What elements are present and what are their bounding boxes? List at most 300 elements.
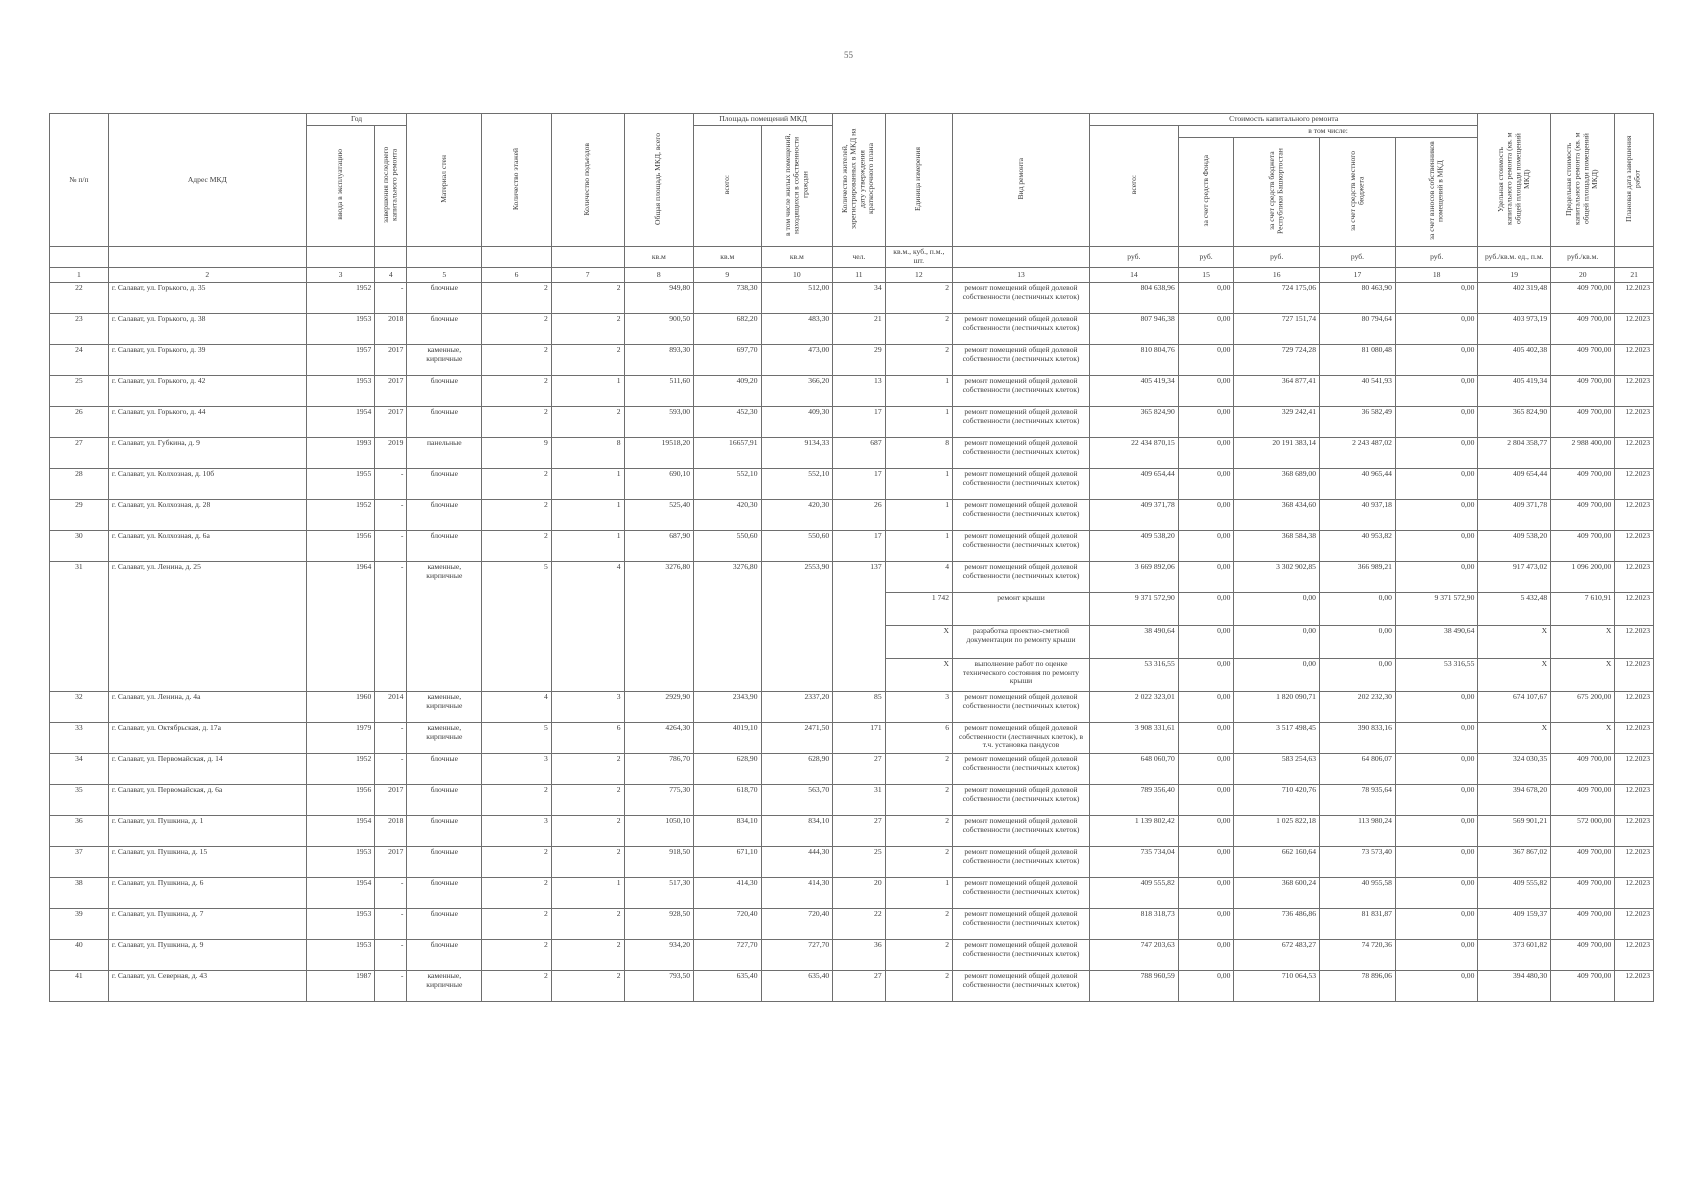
cost-fund: 0,00	[1178, 908, 1234, 939]
entrances: 2	[551, 282, 624, 313]
header-year-repair: завершения последнего капитального ремонта	[375, 126, 407, 247]
cost-owners: 0,00	[1395, 530, 1477, 561]
work-type: ремонт крыши	[953, 592, 1090, 625]
area-private: 2553,90	[761, 561, 833, 691]
cost-total: 409 555,82	[1089, 877, 1178, 908]
header-unit: Единица измерения	[885, 114, 952, 247]
unit-cell-6	[482, 247, 552, 267]
area-private: 9134,33	[761, 437, 833, 468]
limit-cost: 409 700,00	[1551, 970, 1615, 1001]
work-type: ремонт помещений общей долевой собственности (лестничных клеток)	[953, 530, 1090, 561]
cost-local: 80 463,90	[1319, 282, 1395, 313]
area-private: 727,70	[761, 939, 833, 970]
unit-cell-15: руб.	[1178, 247, 1234, 267]
column-number-7: 7	[551, 267, 624, 282]
entrances: 2	[551, 815, 624, 846]
cost-fund: 0,00	[1178, 722, 1234, 753]
area-all: 2343,90	[694, 691, 761, 722]
column-number-3: 3	[306, 267, 374, 282]
unit-cell-11: чел.	[833, 247, 885, 267]
area-private: 473,00	[761, 344, 833, 375]
cost-fund: 0,00	[1178, 282, 1234, 313]
capital-repair-table-wrapper	[49, 113, 1654, 1002]
address: г. Салават, ул. Пушкина, д. 6	[108, 877, 306, 908]
header-limit-cost: Предельная стоимость капитального ремонта (кв. м общей площади помещений МКД)	[1551, 114, 1615, 247]
column-numbers-row	[50, 267, 1654, 282]
address: г. Салават, ул. Пушкина, д. 1	[108, 815, 306, 846]
year-repair: -	[375, 561, 407, 691]
cost-owners: 0,00	[1395, 561, 1477, 592]
year-repair: 2018	[375, 313, 407, 344]
area-private: 563,70	[761, 784, 833, 815]
address: г. Салават, ул. Горького, д. 39	[108, 344, 306, 375]
residents: 687	[833, 437, 885, 468]
cost-total: 9 371 572,90	[1089, 592, 1178, 625]
floors: 2	[482, 375, 552, 406]
total-area: 690,10	[624, 468, 694, 499]
work-type: ремонт помещений общей долевой собственности (лестничных клеток)	[953, 313, 1090, 344]
address: г. Салават, ул. Пушкина, д. 7	[108, 908, 306, 939]
address: г. Салават, ул. Колхозная, д. 10б	[108, 468, 306, 499]
table-row	[50, 970, 1654, 1001]
unit-cell-2	[108, 247, 306, 267]
table-row	[50, 691, 1654, 722]
cost-fund: 0,00	[1178, 592, 1234, 625]
header-deadline: Плановая дата завершения работ	[1615, 114, 1654, 247]
capital-repair-table	[49, 113, 1654, 1002]
residents: 31	[833, 784, 885, 815]
row-number: 30	[50, 530, 109, 561]
row-number: 27	[50, 437, 109, 468]
residents: 26	[833, 499, 885, 530]
floors: 2	[482, 499, 552, 530]
header-area-private: в том числе жилых помещений, находящихся в собственности граждан	[761, 126, 833, 247]
total-area: 928,50	[624, 908, 694, 939]
limit-cost: 409 700,00	[1551, 877, 1615, 908]
residents: 25	[833, 846, 885, 877]
cost-total: 409 538,20	[1089, 530, 1178, 561]
area-private: 635,40	[761, 970, 833, 1001]
address: г. Салават, ул. Ленина, д. 4а	[108, 691, 306, 722]
work-type: разработка проектно-сметной документации по ремонту крыши	[953, 625, 1090, 658]
table-row	[50, 375, 1654, 406]
deadline: 12.2023	[1615, 406, 1654, 437]
address: г. Салават, ул. Северная, д. 43	[108, 970, 306, 1001]
year-repair: -	[375, 282, 407, 313]
limit-cost: 409 700,00	[1551, 784, 1615, 815]
area-all: 727,70	[694, 939, 761, 970]
cost-fund: 0,00	[1178, 406, 1234, 437]
year-built: 1953	[306, 313, 374, 344]
address: г. Салават, ул. Горького, д. 35	[108, 282, 306, 313]
cost-fund: 0,00	[1178, 784, 1234, 815]
floors: 2	[482, 530, 552, 561]
year-built: 1953	[306, 908, 374, 939]
year-built: 1954	[306, 815, 374, 846]
unit: 2	[885, 313, 952, 344]
cost-republic: 672 483,27	[1234, 939, 1320, 970]
deadline: 12.2023	[1615, 437, 1654, 468]
year-repair: 2017	[375, 846, 407, 877]
total-area: 786,70	[624, 753, 694, 784]
cost-fund: 0,00	[1178, 625, 1234, 658]
cost-fund: 0,00	[1178, 877, 1234, 908]
total-area: 511,60	[624, 375, 694, 406]
total-area: 4264,30	[624, 722, 694, 753]
total-area: 1050,10	[624, 815, 694, 846]
table-row	[50, 468, 1654, 499]
table-row	[50, 282, 1654, 313]
deadline: 12.2023	[1615, 282, 1654, 313]
cost-fund: 0,00	[1178, 530, 1234, 561]
cost-total: 3 669 892,06	[1089, 561, 1178, 592]
row-number: 38	[50, 877, 109, 908]
cost-local: 40 541,93	[1319, 375, 1395, 406]
unit-cell-12: кв.м., куб., п.м., шт.	[885, 247, 952, 267]
unit-cell-17: руб.	[1319, 247, 1395, 267]
unit-cost: 394 480,30	[1478, 970, 1551, 1001]
table-row	[50, 784, 1654, 815]
unit-cost: 409 555,82	[1478, 877, 1551, 908]
cost-total: 818 318,73	[1089, 908, 1178, 939]
wall-material: блочные	[407, 468, 482, 499]
area-all: 420,30	[694, 499, 761, 530]
header-residents: Количество жителей, зарегистрированных в МКД на дату утверждения краткосрочного плана	[833, 114, 885, 247]
unit: 2	[885, 344, 952, 375]
row-number: 34	[50, 753, 109, 784]
column-number-15: 15	[1178, 267, 1234, 282]
year-repair: 2018	[375, 815, 407, 846]
cost-fund: 0,00	[1178, 691, 1234, 722]
limit-cost: X	[1551, 625, 1615, 658]
table-row	[50, 437, 1654, 468]
cost-owners: 0,00	[1395, 815, 1477, 846]
row-number: 24	[50, 344, 109, 375]
wall-material: каменные, кирпичные	[407, 344, 482, 375]
wall-material: блочные	[407, 282, 482, 313]
area-all: 628,90	[694, 753, 761, 784]
cost-owners: 0,00	[1395, 468, 1477, 499]
year-repair: 2017	[375, 406, 407, 437]
unit: 1 742	[885, 592, 952, 625]
column-number-5: 5	[407, 267, 482, 282]
cost-fund: 0,00	[1178, 939, 1234, 970]
work-type: ремонт помещений общей долевой собственности (лестничных клеток), в т.ч. установка пандусов	[953, 722, 1090, 753]
deadline: 12.2023	[1615, 561, 1654, 592]
deadline: 12.2023	[1615, 939, 1654, 970]
residents: 20	[833, 877, 885, 908]
residents: 27	[833, 753, 885, 784]
area-all: 834,10	[694, 815, 761, 846]
entrances: 1	[551, 530, 624, 561]
deadline: 12.2023	[1615, 313, 1654, 344]
row-number: 40	[50, 939, 109, 970]
cost-total: 3 908 331,61	[1089, 722, 1178, 753]
cost-local: 2 243 487,02	[1319, 437, 1395, 468]
address: г. Салават, ул. Первомайская, д. 14	[108, 753, 306, 784]
wall-material: каменные, кирпичные	[407, 691, 482, 722]
row-number: 25	[50, 375, 109, 406]
area-all: 550,60	[694, 530, 761, 561]
address: г. Салават, ул. Губкина, д. 9	[108, 437, 306, 468]
work-type: ремонт помещений общей долевой собственности (лестничных клеток)	[953, 468, 1090, 499]
cost-total: 22 434 870,15	[1089, 437, 1178, 468]
work-type: ремонт помещений общей долевой собственности (лестничных клеток)	[953, 908, 1090, 939]
deadline: 12.2023	[1615, 530, 1654, 561]
unit-cost: 409 371,78	[1478, 499, 1551, 530]
wall-material: блочные	[407, 939, 482, 970]
limit-cost: X	[1551, 722, 1615, 753]
unit-cost: 409 654,44	[1478, 468, 1551, 499]
work-type: ремонт помещений общей долевой собственности (лестничных клеток)	[953, 437, 1090, 468]
cost-owners: 0,00	[1395, 784, 1477, 815]
header-floors: Количество этажей	[482, 114, 552, 247]
year-built: 1956	[306, 530, 374, 561]
header-no: № п/п	[50, 114, 109, 247]
column-number-16: 16	[1234, 267, 1320, 282]
total-area: 3276,80	[624, 561, 694, 691]
work-type: ремонт помещений общей долевой собственности (лестничных клеток)	[953, 406, 1090, 437]
unit: 2	[885, 282, 952, 313]
total-area: 525,40	[624, 499, 694, 530]
unit-cell-4	[375, 247, 407, 267]
work-type: ремонт помещений общей долевой собственности (лестничных клеток)	[953, 815, 1090, 846]
limit-cost: 409 700,00	[1551, 530, 1615, 561]
cost-republic: 368 434,60	[1234, 499, 1320, 530]
entrances: 2	[551, 846, 624, 877]
limit-cost: X	[1551, 658, 1615, 691]
floors: 2	[482, 344, 552, 375]
unit-cell-7	[551, 247, 624, 267]
unit-cost: 674 107,67	[1478, 691, 1551, 722]
deadline: 12.2023	[1615, 691, 1654, 722]
unit: X	[885, 658, 952, 691]
residents: 27	[833, 970, 885, 1001]
header-unit-cost: Удельная стоимость капитального ремонта (кв. м общей площади помещений МКД)	[1478, 114, 1551, 247]
floors: 2	[482, 313, 552, 344]
area-private: 483,30	[761, 313, 833, 344]
cost-local: 74 720,36	[1319, 939, 1395, 970]
row-number: 31	[50, 561, 109, 691]
area-all: 409,20	[694, 375, 761, 406]
floors: 2	[482, 846, 552, 877]
row-number: 33	[50, 722, 109, 753]
unit-cost: X	[1478, 625, 1551, 658]
table-row	[50, 846, 1654, 877]
unit-cost: X	[1478, 658, 1551, 691]
unit-cell-18: руб.	[1395, 247, 1477, 267]
cost-owners: 0,00	[1395, 313, 1477, 344]
unit-cell-16: руб.	[1234, 247, 1320, 267]
year-built: 1954	[306, 877, 374, 908]
year-built: 1957	[306, 344, 374, 375]
year-built: 1987	[306, 970, 374, 1001]
header-area-all: всего:	[694, 126, 761, 247]
entrances: 6	[551, 722, 624, 753]
work-type: ремонт помещений общей долевой собственности (лестничных клеток)	[953, 282, 1090, 313]
cost-fund: 0,00	[1178, 561, 1234, 592]
cost-local: 40 953,82	[1319, 530, 1395, 561]
header-work: Вид ремонта	[953, 114, 1090, 247]
residents: 17	[833, 406, 885, 437]
header-cost-owners: за счет взносов собственников помещений в МКД	[1395, 137, 1477, 247]
deadline: 12.2023	[1615, 970, 1654, 1001]
cost-fund: 0,00	[1178, 375, 1234, 406]
unit: 2	[885, 784, 952, 815]
unit-cost: 5 432,48	[1478, 592, 1551, 625]
unit: 1	[885, 530, 952, 561]
table-row	[50, 877, 1654, 908]
cost-republic: 364 877,41	[1234, 375, 1320, 406]
area-private: 512,00	[761, 282, 833, 313]
table-row	[50, 753, 1654, 784]
unit-cell-3	[306, 247, 374, 267]
total-area: 517,30	[624, 877, 694, 908]
cost-owners: 0,00	[1395, 753, 1477, 784]
residents: 171	[833, 722, 885, 753]
limit-cost: 409 700,00	[1551, 344, 1615, 375]
cost-republic: 1 820 090,71	[1234, 691, 1320, 722]
wall-material: блочные	[407, 530, 482, 561]
cost-total: 409 371,78	[1089, 499, 1178, 530]
limit-cost: 1 096 200,00	[1551, 561, 1615, 592]
column-number-19: 19	[1478, 267, 1551, 282]
table-row	[50, 561, 1654, 592]
cost-fund: 0,00	[1178, 468, 1234, 499]
cost-local: 80 794,64	[1319, 313, 1395, 344]
cost-republic: 329 242,41	[1234, 406, 1320, 437]
year-built: 1960	[306, 691, 374, 722]
unit: 1	[885, 375, 952, 406]
year-repair: 2017	[375, 344, 407, 375]
unit-cell-13	[953, 247, 1090, 267]
floors: 2	[482, 939, 552, 970]
area-all: 3276,80	[694, 561, 761, 691]
column-number-12: 12	[885, 267, 952, 282]
column-number-13: 13	[953, 267, 1090, 282]
column-number-2: 2	[108, 267, 306, 282]
work-type: ремонт помещений общей долевой собственности (лестничных клеток)	[953, 846, 1090, 877]
cost-republic: 368 600,24	[1234, 877, 1320, 908]
area-private: 552,10	[761, 468, 833, 499]
cost-owners: 0,00	[1395, 499, 1477, 530]
unit: 2	[885, 970, 952, 1001]
address: г. Салават, ул. Горького, д. 42	[108, 375, 306, 406]
wall-material: блочные	[407, 784, 482, 815]
table-row	[50, 815, 1654, 846]
header-entrances: Количество подъездов	[551, 114, 624, 247]
entrances: 8	[551, 437, 624, 468]
header-cost-fund: за счет средств Фонда	[1178, 137, 1234, 247]
deadline: 12.2023	[1615, 877, 1654, 908]
cost-total: 807 946,38	[1089, 313, 1178, 344]
total-area: 793,50	[624, 970, 694, 1001]
floors: 2	[482, 877, 552, 908]
deadline: 12.2023	[1615, 753, 1654, 784]
cost-republic: 0,00	[1234, 658, 1320, 691]
total-area: 900,50	[624, 313, 694, 344]
cost-republic: 710 064,53	[1234, 970, 1320, 1001]
residents: 13	[833, 375, 885, 406]
year-built: 1953	[306, 939, 374, 970]
entrances: 4	[551, 561, 624, 691]
cost-total: 2 022 323,01	[1089, 691, 1178, 722]
cost-fund: 0,00	[1178, 437, 1234, 468]
cost-local: 36 582,49	[1319, 406, 1395, 437]
entrances: 1	[551, 499, 624, 530]
unit-cell-8: кв.м	[624, 247, 694, 267]
table-body	[50, 282, 1654, 1001]
address: г. Салават, ул. Первомайская, д. 6а	[108, 784, 306, 815]
unit: 2	[885, 908, 952, 939]
table-row	[50, 530, 1654, 561]
area-private: 414,30	[761, 877, 833, 908]
cost-republic: 20 191 383,14	[1234, 437, 1320, 468]
unit-cell-10: кв.м	[761, 247, 833, 267]
cost-fund: 0,00	[1178, 344, 1234, 375]
limit-cost: 409 700,00	[1551, 468, 1615, 499]
unit-cost: 409 159,37	[1478, 908, 1551, 939]
header-including: в том числе:	[1178, 126, 1478, 138]
unit: X	[885, 625, 952, 658]
floors: 4	[482, 691, 552, 722]
cost-total: 53 316,55	[1089, 658, 1178, 691]
cost-republic: 368 689,00	[1234, 468, 1320, 499]
row-number: 37	[50, 846, 109, 877]
unit-cost: 373 601,82	[1478, 939, 1551, 970]
cost-owners: 0,00	[1395, 344, 1477, 375]
limit-cost: 7 610,91	[1551, 592, 1615, 625]
cost-owners: 0,00	[1395, 846, 1477, 877]
residents: 17	[833, 530, 885, 561]
deadline: 12.2023	[1615, 499, 1654, 530]
wall-material: каменные, кирпичные	[407, 722, 482, 753]
cost-fund: 0,00	[1178, 970, 1234, 1001]
floors: 5	[482, 722, 552, 753]
wall-material: каменные, кирпичные	[407, 561, 482, 691]
cost-owners: 0,00	[1395, 375, 1477, 406]
year-built: 1952	[306, 282, 374, 313]
column-number-17: 17	[1319, 267, 1395, 282]
row-number: 23	[50, 313, 109, 344]
wall-material: блочные	[407, 406, 482, 437]
work-type: ремонт помещений общей долевой собственности (лестничных клеток)	[953, 561, 1090, 592]
deadline: 12.2023	[1615, 592, 1654, 625]
unit-cost: 367 867,02	[1478, 846, 1551, 877]
limit-cost: 409 700,00	[1551, 846, 1615, 877]
cost-republic: 0,00	[1234, 592, 1320, 625]
unit-cell-20: руб./кв.м.	[1551, 247, 1615, 267]
area-all: 16657,91	[694, 437, 761, 468]
entrances: 2	[551, 939, 624, 970]
work-type: ремонт помещений общей долевой собственности (лестничных клеток)	[953, 877, 1090, 908]
year-repair: -	[375, 970, 407, 1001]
cost-republic: 0,00	[1234, 625, 1320, 658]
limit-cost: 409 700,00	[1551, 753, 1615, 784]
cost-owners: 0,00	[1395, 691, 1477, 722]
column-number-20: 20	[1551, 267, 1615, 282]
work-type: ремонт помещений общей долевой собственности (лестничных клеток)	[953, 970, 1090, 1001]
entrances: 2	[551, 406, 624, 437]
cost-local: 40 955,58	[1319, 877, 1395, 908]
row-number: 29	[50, 499, 109, 530]
area-private: 366,20	[761, 375, 833, 406]
cost-owners: 0,00	[1395, 970, 1477, 1001]
column-number-18: 18	[1395, 267, 1477, 282]
address: г. Салават, ул. Колхозная, д. 28	[108, 499, 306, 530]
header-material: Материал стен	[407, 114, 482, 247]
year-repair: 2014	[375, 691, 407, 722]
